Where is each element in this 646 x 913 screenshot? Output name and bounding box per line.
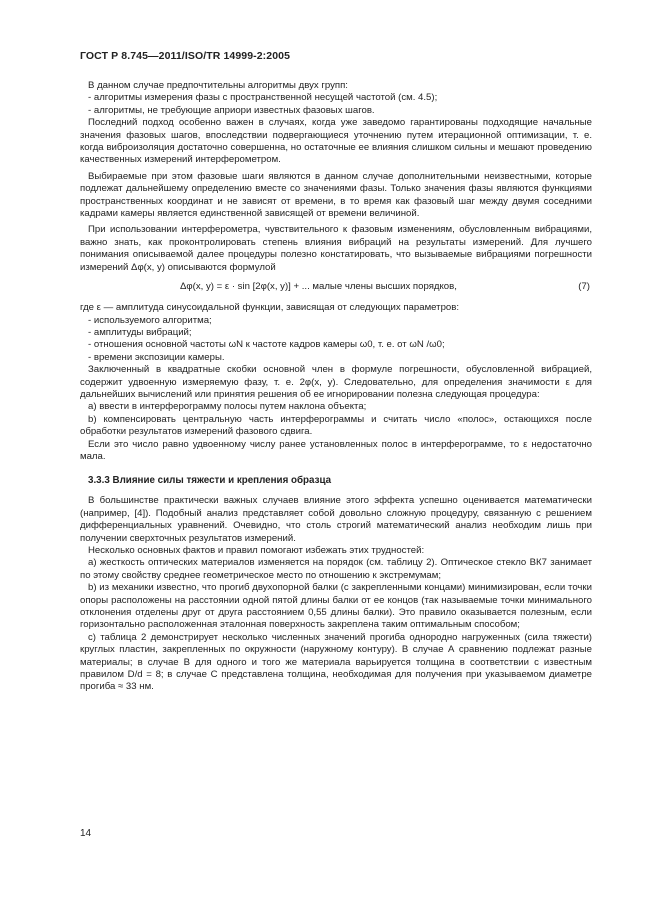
section-heading: 3.3.3 Влияние силы тяжести и крепления образца — [88, 475, 332, 487]
paragraph: b) из механики известно, что прогиб двухопорной балки (с закрепленными концами) минимизирован, если точки опоры расположены на расстоянии одной пятой длины балки от ее концов (так называемые точки минимального отклонения отделены друг от друга расстоянием 0,55 длины балки). Это правило оказывается полезным, если горизонтально расположенная эталонная поверхность закреплена таким оптимальным способом; — [80, 582, 592, 631]
paragraph-group-middle — [80, 302, 592, 463]
paragraph: - алгоритмы измерения фазы с пространственной несущей частотой (см. 4.5); — [88, 92, 438, 104]
paragraph: Последний подход особенно важен в случаях, когда уже заведомо гарантированы подходящие начальные значения фазовых шагов, впоследствии подвергающиеся уточнению путем итерационной оптимизации, т. е. когда виброизоляция достаточно совершенна, но остаточные ее влияния слишком сильны и мешают проведению качественных измерений интерферометром. — [80, 117, 592, 166]
paragraph-group-top — [80, 80, 592, 274]
paragraph: - алгоритмы, не требующие априори известных фазовых шагов. — [88, 104, 375, 116]
paragraph: В данном случае предпочтительны алгоритмы двух групп: — [88, 80, 348, 91]
document-header: ГОСТ Р 8.745—2011/ISO/TR 14999-2:2005 — [80, 50, 291, 62]
paragraph: Заключенный в квадратные скобки основной член в формуле погрешности, обусловленной вибрацией, содержит удвоенную измеряемую фазу, т. е. 2φ(x, y). Следовательно, для определения значимости ε для дальнейших вычислений или принятия решения об ее игнорировании полезна следующая процедура: — [80, 364, 592, 400]
paragraph: В большинстве практически важных случаев влияние этого эффекта успешно оценивается математически (например, [4]). Подобный анализ представляет собой довольно сложную процедуру, связанную с решением дифференциальных уравнений. Очевидно, что столь строгий математический анализ необходим лишь при получении сверхточных результатов измерений. — [80, 495, 592, 544]
paragraph: - времени экспозиции камеры. — [88, 351, 225, 363]
paragraph: Выбираемые при этом фазовые шаги являются в данном случае дополнительными неизвестными, которые подлежат дальнейшему определению вместе со значениями фазы. Только значения фазы являются функциями пространственных координат и не зависят от времени, в то время как фазовый шаг между двумя соседними кадрами камеры является единственной зависящей от времени величиной. — [80, 170, 592, 220]
paragraph: b) компенсировать центральную часть интерферограммы и считать число «полос», остающихся после обработки результатов измерений фазового сдвига. — [80, 413, 592, 438]
paragraph: - амплитуды вибраций; — [88, 326, 192, 338]
formula-text: Δφ(x, y) = ε · sin [2φ(x, y)] + ... малые члены высших порядков, — [180, 281, 457, 293]
formula-7 — [80, 278, 592, 296]
paragraph: При использовании интерферометра, чувствительного к фазовым изменениям, обусловленным вибрациями, важно знать, как проконтролировать степень влияния вибраций на результаты измерений. Для лучшего понимания описываемой далее процедуры полезно констатировать, что вызываемые вибрациями погрешности измерений Δφ(x, y) описываются формулой — [80, 224, 592, 273]
paragraph: a) ввести в интерферограмму полосы путем наклона объекта; — [88, 401, 367, 413]
paragraph: - используемого алгоритма; — [88, 314, 212, 326]
paragraph: c) таблица 2 демонстрирует несколько численных значений прогиба однородно нагруженных (сила тяжести) круглых пластин, закрепленных по окружности (наружному контуру). В случае А сравнению подлежат разные материалы; в случае В для одного и того же материала варьируется толщина в соответствии с известным правилом D/d = 8; в случае С представлена толщина, необходимая для получения при указываемом диаметре прогиба ≈ 33 нм. — [80, 631, 592, 693]
paragraph: a) жесткость оптических материалов изменяется на порядок (см. таблицу 2). Оптическое стекло ВК7 занимает по этому свойству среднее геометрическое место по отношению к экстремумам; — [80, 557, 592, 581]
paragraph: Несколько основных фактов и правил помогают избежать этих трудностей: — [88, 545, 425, 556]
paragraph: Если это число равно удвоенному числу ранее установленных полос в интерферограмме, то ε недостаточно мала. — [80, 438, 592, 462]
paragraph: - отношения основной частоты ωN к частоте кадров камеры ω0, т. е. от ωN /ω0; — [88, 339, 445, 351]
document-body — [80, 80, 592, 694]
paragraph: где ε — амплитуда синусоидальной функции, зависящая от следующих параметров: — [80, 302, 460, 314]
formula-number: (7) — [578, 281, 590, 293]
paragraph-group-bottom — [80, 495, 592, 694]
page-number: 14 — [80, 828, 92, 839]
